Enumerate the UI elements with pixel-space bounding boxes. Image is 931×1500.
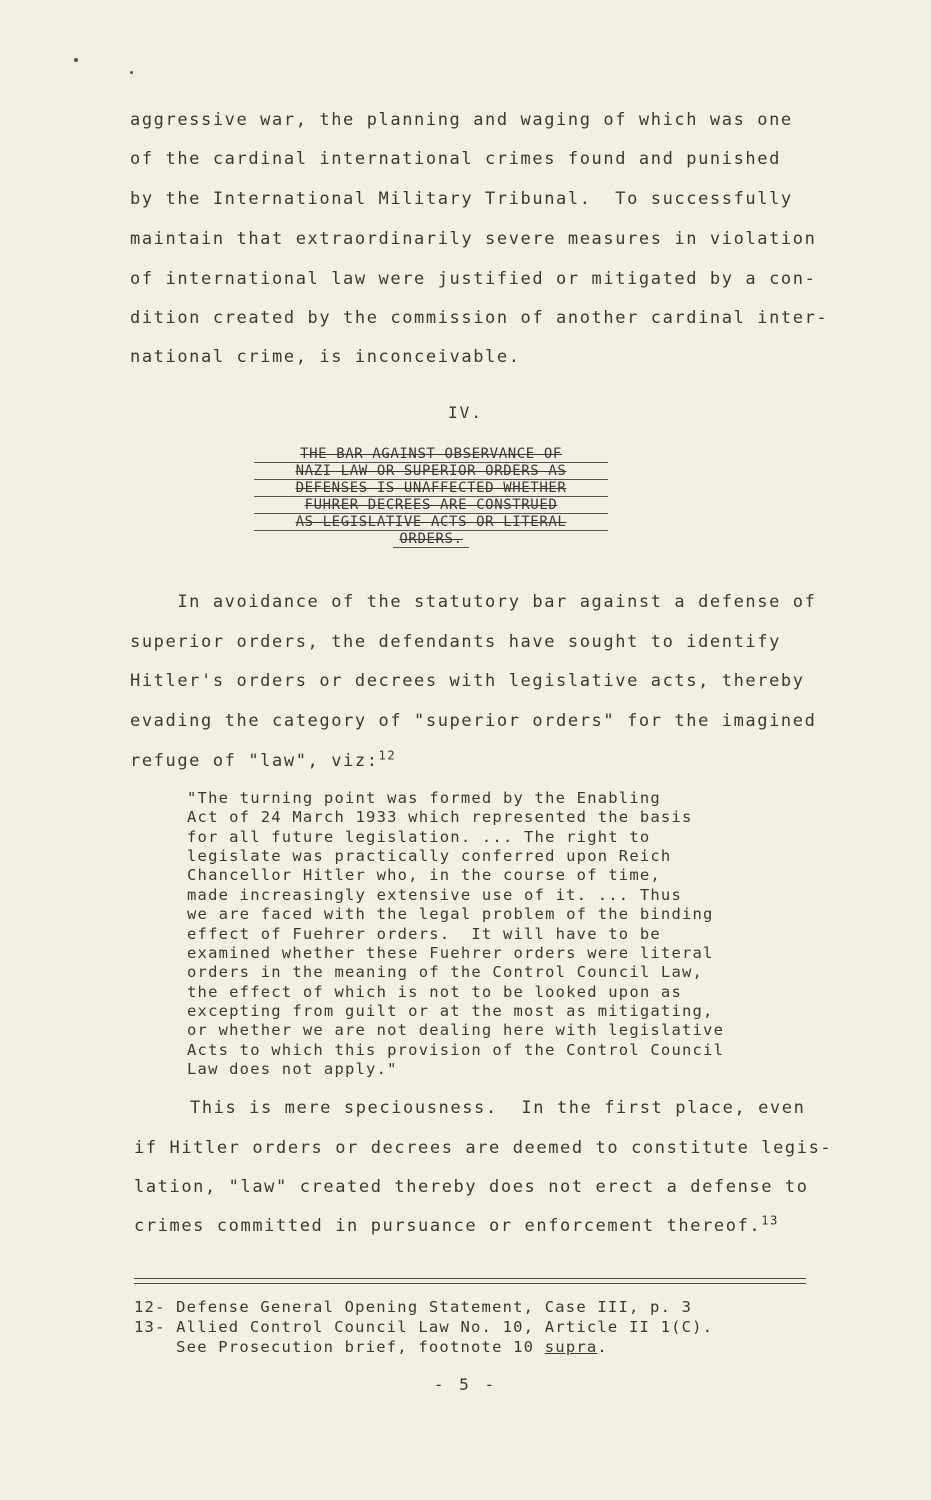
heading-line: AS LEGISLATIVE ACTS OR LITERAL — [254, 514, 608, 531]
quote-line: examined whether these Fuehrer orders were literal — [187, 944, 714, 962]
text-line: national crime, is inconceivable. — [130, 347, 521, 367]
footnote-ref: 13 — [761, 1213, 779, 1228]
quote-line: excepting from guilt or at the most as mitigating, — [187, 1002, 714, 1020]
text-line: In avoidance of the statutory bar against a defense of — [130, 592, 817, 612]
quote-line: "The turning point was formed by the Enabling — [187, 789, 661, 807]
page-number: - 5 - — [433, 1375, 498, 1394]
footnote-13-continued — [134, 1338, 608, 1356]
footnote-12: 12- Defense General Opening Statement, Case III, p. 3 — [134, 1298, 693, 1316]
text-line: aggressive war, the planning and waging of which was one — [130, 110, 793, 130]
text-span: . — [597, 1338, 608, 1356]
quote-line: we are faced with the legal problem of the binding — [187, 905, 714, 923]
text-span: See Prosecution brief, footnote 10 — [134, 1338, 545, 1356]
text-line: if Hitler orders or decrees are deemed to constitute legis- — [134, 1138, 833, 1158]
heading-line: THE BAR AGAINST OBSERVANCE OF — [254, 446, 608, 463]
quote-line: for all future legislation. ... The right to — [187, 828, 651, 846]
margin-mark — [74, 58, 78, 62]
footnote-rule — [134, 1278, 806, 1279]
text-line: of international law were justified or mitigated by a con- — [130, 269, 817, 289]
footnote-rule — [134, 1283, 806, 1284]
text-line — [134, 1213, 779, 1236]
heading-line: ORDERS. — [393, 531, 468, 548]
text-line: Hitler's orders or decrees with legislative acts, thereby — [130, 671, 805, 691]
text-line: maintain that extraordinarily severe measures in violation — [130, 229, 817, 249]
quote-line: made increasingly extensive use of it. ... Thus — [187, 886, 682, 904]
text-line: of the cardinal international crimes found and punished — [130, 149, 781, 169]
text-line — [130, 748, 397, 771]
quote-line: Chancellor Hitler who, in the course of time, — [187, 866, 661, 884]
footnote-ref: 12 — [378, 748, 397, 763]
section-number: IV. — [448, 403, 483, 422]
text-line: dition created by the commission of another cardinal inter- — [130, 308, 829, 328]
heading-line: DEFENSES IS UNAFFECTED WHETHER — [254, 480, 608, 497]
quote-line: Act of 24 March 1933 which represented the basis — [187, 808, 693, 826]
heading-line: NAZI LAW OR SUPERIOR ORDERS AS — [254, 463, 608, 480]
quote-line: orders in the meaning of the Control Council Law, — [187, 963, 704, 981]
text-line: This is mere speciousness. In the first place, even — [190, 1098, 806, 1118]
quote-line: legislate was practically conferred upon Reich — [187, 847, 672, 865]
text-line: superior orders, the defendants have sought to identify — [130, 632, 781, 652]
text-line: evading the category of "superior orders" for the imagined — [130, 711, 817, 731]
text-span: crimes committed in pursuance or enforcement thereof. — [134, 1216, 762, 1236]
heading-line: FUHRER DECREES ARE CONSTRUED — [254, 497, 608, 514]
footnote-13: 13- Allied Control Council Law No. 10, Article II 1(C). — [134, 1318, 714, 1336]
supra-text: supra — [544, 1338, 598, 1356]
text-line: lation, "law" created thereby does not erect a defense to — [134, 1177, 809, 1197]
text-line: by the International Military Tribunal. To successfully — [130, 189, 793, 209]
quote-line: or whether we are not dealing here with legislative — [187, 1021, 725, 1039]
section-heading — [254, 446, 608, 548]
quote-line: Law does not apply." — [187, 1060, 398, 1078]
quote-line: the effect of which is not to be looked upon as — [187, 983, 682, 1001]
quote-line: Acts to which this provision of the Control Council — [187, 1041, 725, 1059]
margin-mark — [130, 71, 133, 74]
text-span: refuge of "law", viz: — [130, 751, 379, 771]
quote-line: effect of Fuehrer orders. It will have to be — [187, 925, 661, 943]
